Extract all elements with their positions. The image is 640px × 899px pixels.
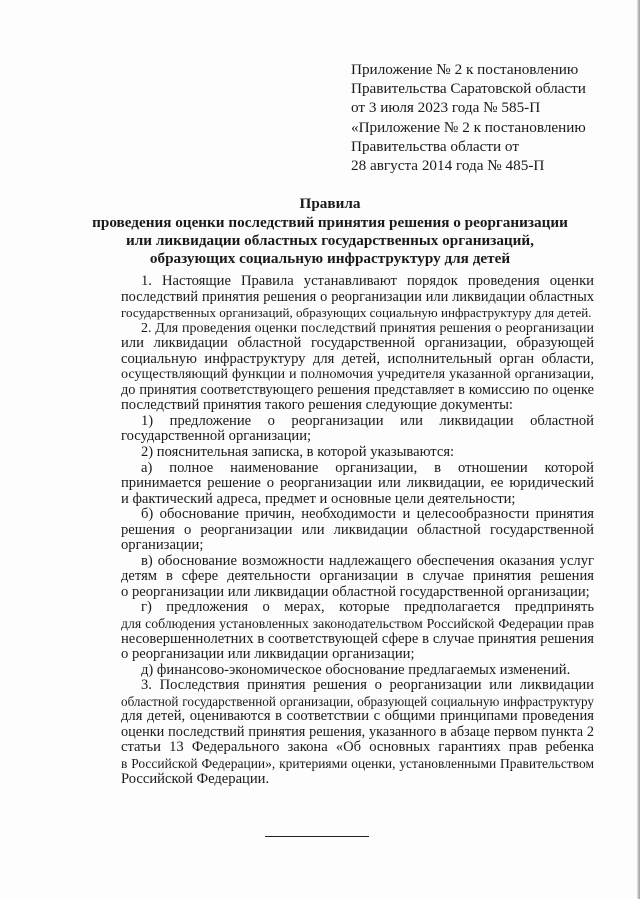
appendix-current-line-3: от 3 июля 2023 года № 585-П (351, 99, 541, 116)
body-line: осуществляющий функции и полномочия учредителя указанной организации, (121, 366, 594, 383)
appendix-current-line-1: Приложение № 2 к постановлению (351, 61, 579, 78)
body-line: Российской Федерации. (121, 770, 270, 787)
body-line: решения о реорганизации или ликвидации областной государственной (121, 521, 594, 538)
appendix-original-line-3: 28 августа 2014 года № 485-П (351, 157, 545, 174)
body-line: принимается решение о реорганизации или ликвидации, ее юридический (121, 475, 594, 492)
body-line: 3. Последствия принятия решения о реорганизации или ликвидации (141, 677, 594, 694)
body-line: организации; (121, 537, 204, 554)
appendix-current-line-2: Правительства Саратовской области (351, 80, 586, 97)
body-line: б) обоснование причин, необходимости и целесообразности принятия (141, 506, 594, 523)
body-line: и фактический адреса, предмет и основные цели деятельности; (121, 490, 516, 507)
body-line: государственной организации; (121, 428, 312, 445)
body-line: о реорганизации или ликвидации областной государственной организации; (121, 583, 590, 600)
body-line: д) финансово-экономическое обоснование предлагаемых изменений. (141, 661, 571, 678)
body-line: или ликвидации областной государственной организации, образующей (121, 335, 594, 352)
body-line: до принятия соответствующего решения представляет в комиссию по оценке (121, 381, 594, 398)
closing-divider-line (265, 836, 369, 837)
body-line: г) предложения о мерах, которые предполагается предпринять (141, 599, 594, 616)
document-body (121, 274, 594, 787)
body-line: оценки последствий принятия решения, указанного в абзаце первом пункта 2 (121, 723, 594, 740)
body-line: 1. Настоящие Правила устанавливают порядок проведения оценки (141, 273, 594, 289)
body-line: 2. Для проведения оценки последствий принятия решения о реорганизации (141, 320, 594, 336)
body-line: статьи 13 Федерального закона «Об основных гарантиях прав ребенка (121, 739, 594, 756)
body-line: в) обоснование возможности надлежащего обеспечения оказания услуг (141, 552, 594, 569)
body-line: в Российской Федерации», критериями оценки, установленными Правительством (121, 755, 594, 771)
title-line-1: проведения оценки последствий принятия решения о реорганизации (92, 214, 568, 231)
appendix-current-block (351, 60, 621, 117)
body-line: 1) предложение о реорганизации или ликвидации областной (141, 412, 594, 429)
body-line: социальную инфраструктуру для детей, исполнительный орган области, (121, 350, 594, 367)
body-line: детям в сфере деятельности организации в случае принятия решения (121, 568, 594, 585)
body-line: последствий принятия решения о реорганизации или ликвидации областных (121, 288, 594, 305)
appendix-original-line-2: Правительства области от (351, 138, 519, 155)
title-line-2: или ликвидации областных государственных организаций, (126, 232, 534, 249)
body-line: государственных организаций, образующих социальную инфраструктуру для детей. (121, 305, 592, 321)
body-line: 2) пояснительная записка, в которой указываются: (141, 444, 455, 461)
body-line: областной государственной организации, образующей социальную инфраструктуру (121, 693, 594, 709)
body-line: а) полное наименование организации, в отношении которой (141, 459, 594, 476)
title-main: Правила (299, 195, 361, 212)
document-title (80, 195, 580, 268)
body-line: о реорганизации или ликвидации организации; (121, 646, 415, 663)
body-line: несовершеннолетних в соответствующей сфере в случае принятия решения (121, 630, 594, 647)
title-line-3: образующих социальную инфраструктуру для детей (149, 250, 511, 267)
appendix-original-line-1: «Приложение № 2 к постановлению (351, 119, 586, 136)
appendix-original-block (351, 118, 621, 175)
body-line: последствий принятия такого решения следующие документы: (121, 397, 513, 414)
body-line: для соблюдения установленных законодательством Российской Федерации прав (121, 616, 594, 632)
body-line: для детей, оцениваются в соответствии с общими принципами проведения (121, 708, 594, 725)
